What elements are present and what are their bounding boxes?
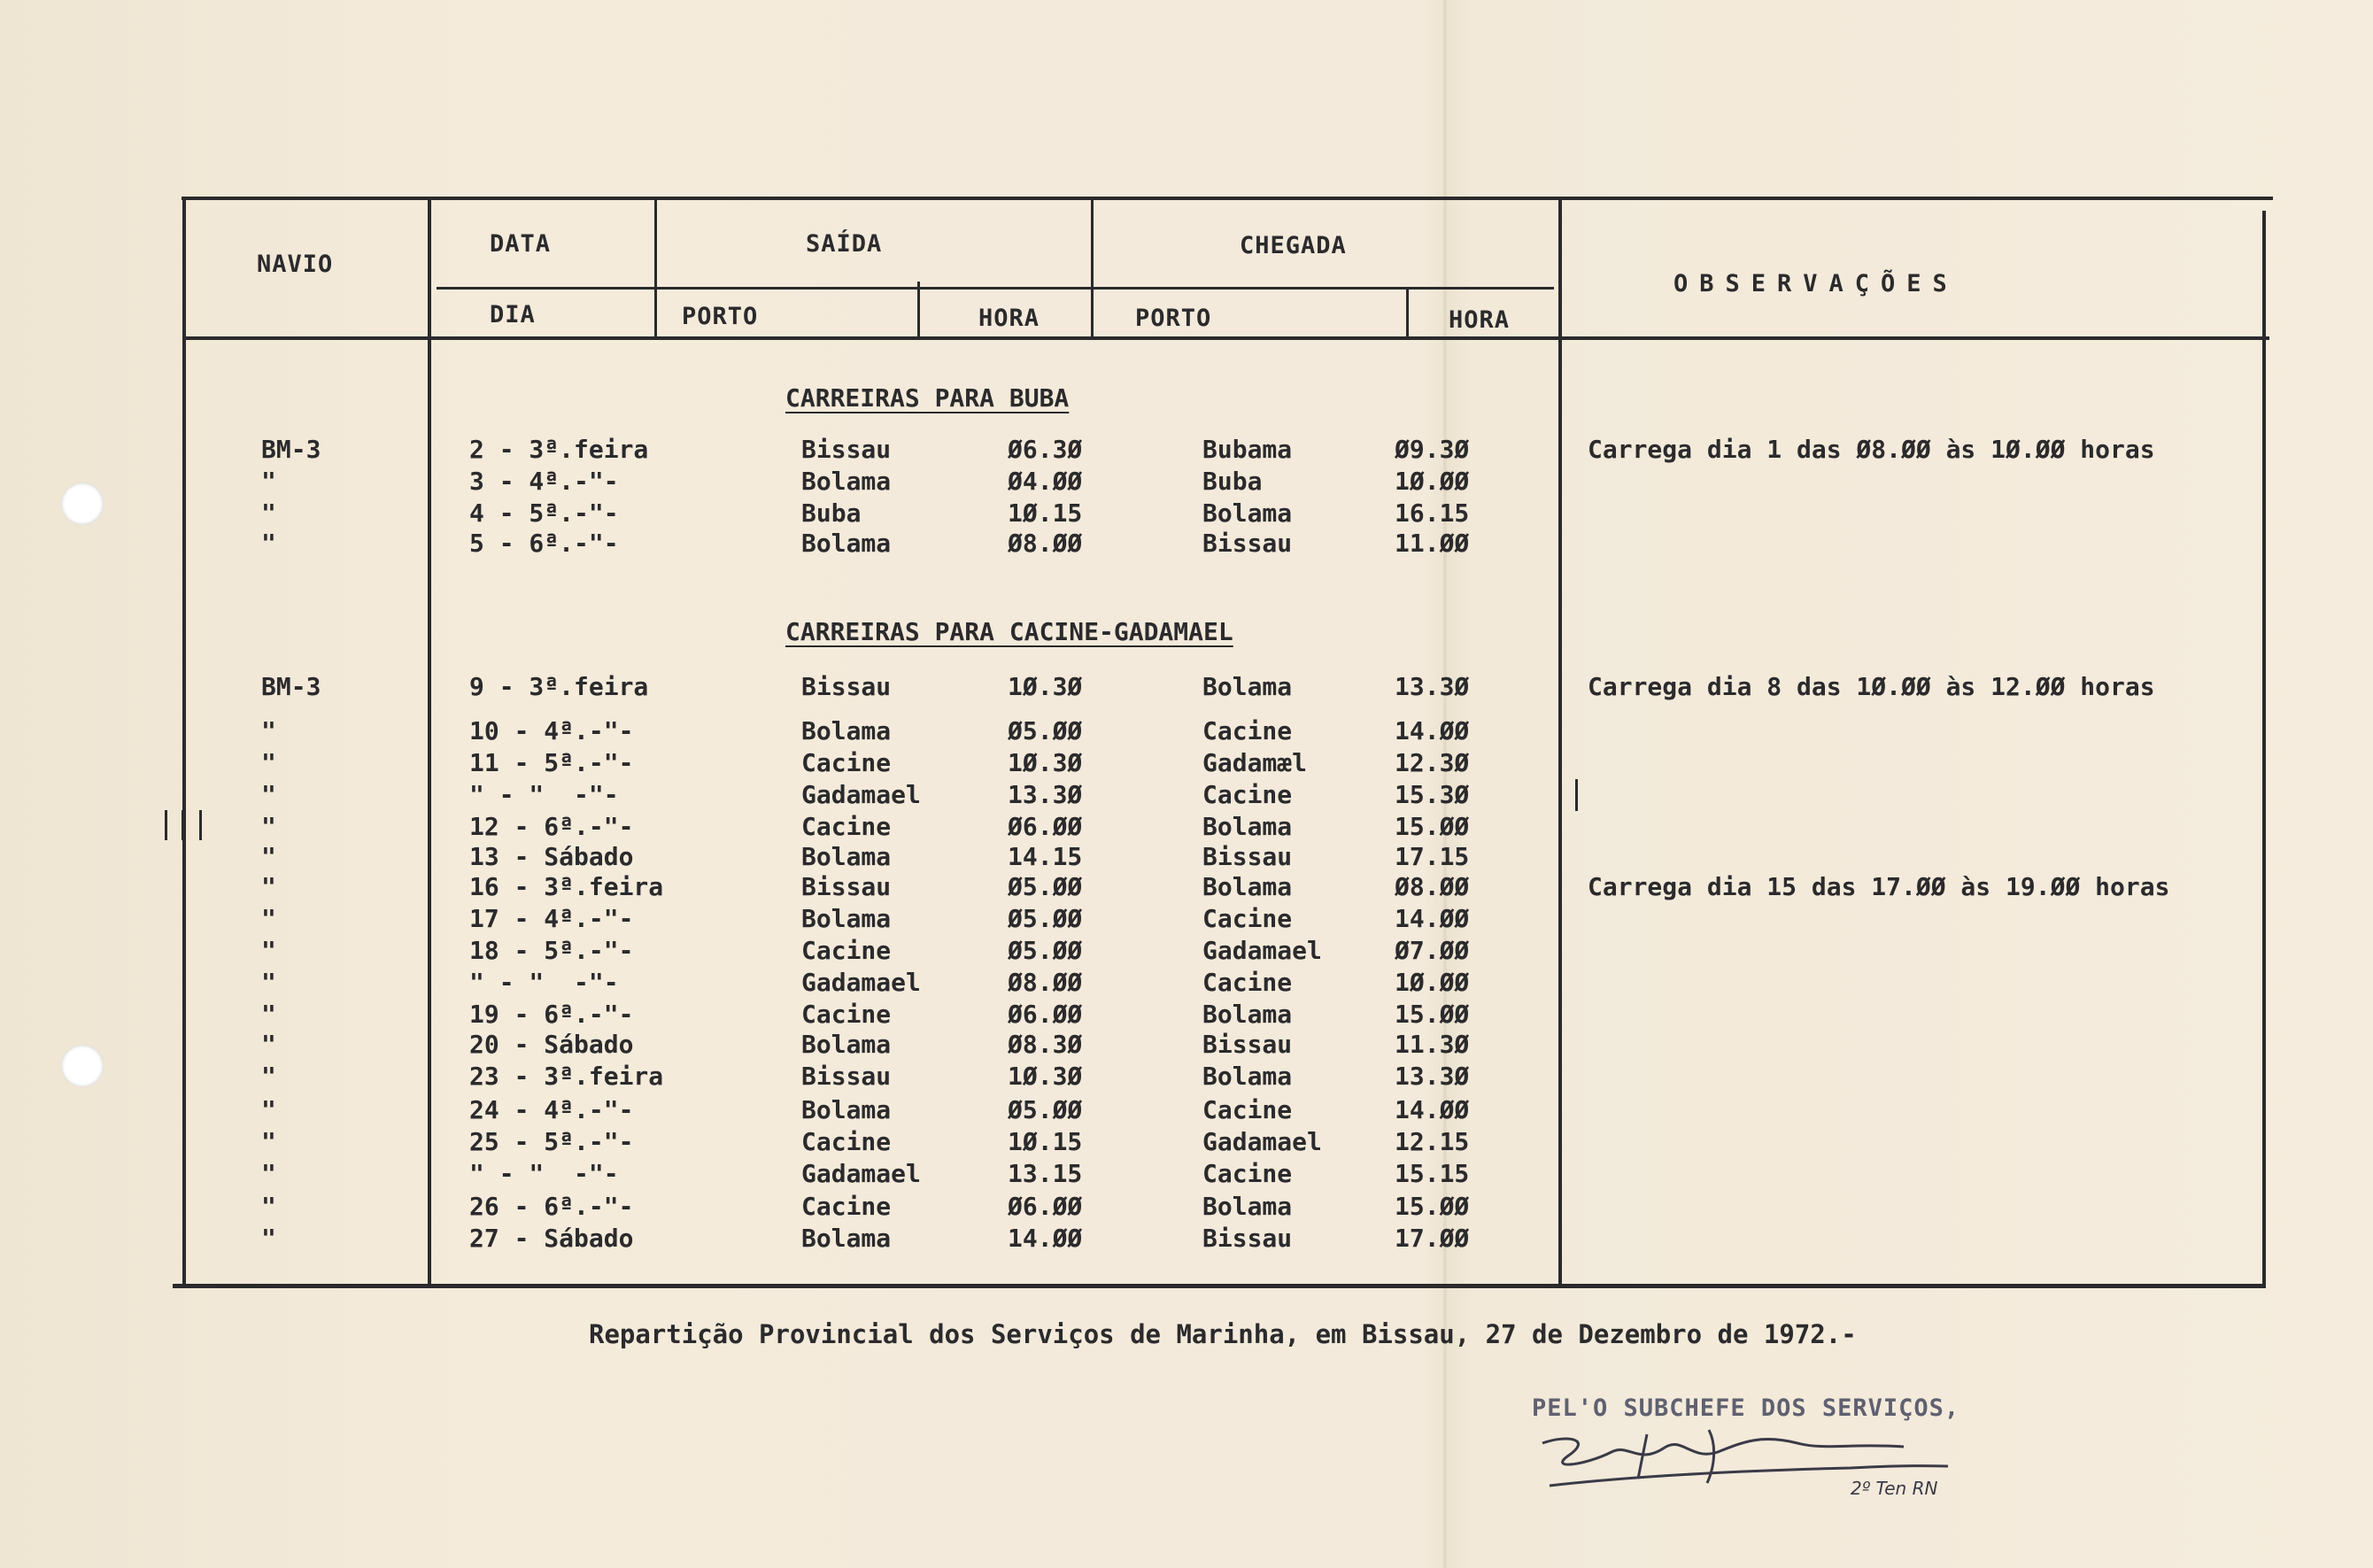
porto-chegada-cell: Cacine <box>1202 780 1293 809</box>
porto-chegada-cell: Bissau <box>1202 842 1293 871</box>
dia-cell: 12 - 6ª.-"- <box>469 812 634 841</box>
navio-cell: " <box>261 780 276 809</box>
porto-saida-cell: Cacine <box>801 1127 892 1156</box>
dia-cell: 23 - 3ª.feira <box>469 1062 664 1091</box>
navio-cell: " <box>261 529 276 558</box>
navio-cell: " <box>261 968 276 997</box>
dia-cell: 2 - 3ª.feira <box>469 435 649 464</box>
header-saida: SAÍDA <box>806 230 883 258</box>
dia-cell: " - " -"- <box>469 780 619 809</box>
hora-chegada-cell: Ø9.3Ø <box>1395 435 1470 464</box>
porto-saida-cell: Gadamael <box>801 1159 921 1188</box>
porto-saida-cell: Bolama <box>801 529 892 558</box>
porto-chegada-cell: Cacine <box>1202 904 1293 933</box>
navio-cell: " <box>261 812 276 841</box>
hora-saida-cell: Ø8.ØØ <box>1008 968 1083 997</box>
table-row <box>0 498 2373 529</box>
hora-saida-cell: Ø5.ØØ <box>1008 1095 1083 1124</box>
hora-saida-cell: Ø5.ØØ <box>1008 716 1083 745</box>
hora-chegada-cell: 14.ØØ <box>1395 716 1470 745</box>
hora-chegada-cell: 15.15 <box>1395 1159 1470 1188</box>
navio-cell: " <box>261 748 276 777</box>
porto-chegada-cell: Bubama <box>1202 435 1293 464</box>
porto-saida-cell: Buba <box>801 498 862 528</box>
porto-chegada-cell: Bissau <box>1202 1030 1293 1059</box>
header-data: DATA <box>490 230 552 258</box>
dia-cell: 26 - 6ª.-"- <box>469 1192 634 1221</box>
table-row <box>0 1126 2373 1158</box>
porto-chegada-cell: Bolama <box>1202 812 1293 841</box>
table-row <box>0 1191 2373 1223</box>
navio-cell: BM-3 <box>261 435 321 464</box>
hora-chegada-cell: 17.15 <box>1395 842 1470 871</box>
hora-chegada-cell: 15.ØØ <box>1395 1192 1470 1221</box>
table-row <box>0 841 2373 873</box>
porto-saida-cell: Bolama <box>801 904 892 933</box>
porto-saida-cell: Cacine <box>801 812 892 841</box>
porto-chegada-cell: Bolama <box>1202 672 1293 701</box>
porto-saida-cell: Gadamael <box>801 968 921 997</box>
dia-cell: 16 - 3ª.feira <box>469 872 664 901</box>
porto-saida-cell: Bissau <box>801 872 892 901</box>
hora-saida-cell: Ø6.3Ø <box>1008 435 1083 464</box>
header-hora-chegada: HORA <box>1449 306 1511 334</box>
porto-chegada-cell: Bolama <box>1202 498 1293 528</box>
navio-cell: " <box>261 842 276 871</box>
hora-chegada-cell: 14.ØØ <box>1395 1095 1470 1124</box>
porto-saida-cell: Cacine <box>801 1192 892 1221</box>
hora-saida-cell: Ø5.ØØ <box>1008 872 1083 901</box>
footer-text: Repartição Provincial dos Serviços de Marinha, em Bissau, 27 de Dezembro de 1972.- <box>589 1319 1857 1349</box>
navio-cell: BM-3 <box>261 672 321 701</box>
hora-saida-cell: 1Ø.15 <box>1008 1127 1083 1156</box>
navio-cell: " <box>261 904 276 933</box>
porto-chegada-cell: Bissau <box>1202 1224 1293 1253</box>
porto-chegada-cell: Cacine <box>1202 1095 1293 1124</box>
porto-chegada-cell: Bissau <box>1202 529 1293 558</box>
porto-saida-cell: Bolama <box>801 467 892 496</box>
hora-chegada-cell: 15.ØØ <box>1395 812 1470 841</box>
hora-saida-cell: Ø6.ØØ <box>1008 1192 1083 1221</box>
navio-cell: " <box>261 1062 276 1091</box>
section-title: CARREIRAS PARA CACINE-GADAMAEL <box>785 617 1233 646</box>
porto-chegada-cell: Bolama <box>1202 1192 1293 1221</box>
table-row <box>0 1094 2373 1126</box>
dia-cell: 19 - 6ª.-"- <box>469 1000 634 1029</box>
navio-cell: " <box>261 1030 276 1059</box>
header-porto-chegada: PORTO <box>1135 305 1212 332</box>
porto-saida-cell: Bolama <box>801 716 892 745</box>
hora-saida-cell: 14.15 <box>1008 842 1083 871</box>
porto-saida-cell: Bissau <box>801 1062 892 1091</box>
header-porto-saida: PORTO <box>682 303 759 330</box>
header-observacoes: OBSERVAÇÕES <box>1673 270 1959 297</box>
porto-chegada-cell: Cacine <box>1202 968 1293 997</box>
header-hora-saida: HORA <box>978 305 1040 332</box>
hora-chegada-cell: 12.3Ø <box>1395 748 1470 777</box>
hora-chegada-cell: 17.ØØ <box>1395 1224 1470 1253</box>
section-title: CARREIRAS PARA BUBA <box>785 383 1070 413</box>
dia-cell: 13 - Sábado <box>469 842 634 871</box>
porto-saida-cell: Cacine <box>801 1000 892 1029</box>
hora-chegada-cell: 13.3Ø <box>1395 672 1470 701</box>
porto-saida-cell: Gadamael <box>801 780 921 809</box>
hora-chegada-cell: 15.ØØ <box>1395 1000 1470 1029</box>
observacao-cell: Carrega dia 8 das 1Ø.ØØ às 12.ØØ horas <box>1588 672 2155 701</box>
hora-saida-cell: Ø6.ØØ <box>1008 812 1083 841</box>
navio-cell: " <box>261 1192 276 1221</box>
table-row <box>0 747 2373 779</box>
table-row <box>0 1158 2373 1190</box>
handwritten-signature <box>1532 1417 1992 1514</box>
porto-saida-cell: Bolama <box>801 1030 892 1059</box>
header-chegada: CHEGADA <box>1240 232 1347 259</box>
hora-saida-cell: Ø8.3Ø <box>1008 1030 1083 1059</box>
header-dia: DIA <box>490 301 536 328</box>
hora-saida-cell: Ø5.ØØ <box>1008 904 1083 933</box>
porto-chegada-cell: Gadamael <box>1202 1127 1322 1156</box>
hora-chegada-cell: 1Ø.ØØ <box>1395 968 1470 997</box>
porto-chegada-cell: Gadamael <box>1202 936 1322 965</box>
table-row <box>0 967 2373 999</box>
porto-chegada-cell: Cacine <box>1202 716 1293 745</box>
hora-saida-cell: Ø5.ØØ <box>1008 936 1083 965</box>
hora-chegada-cell: 14.ØØ <box>1395 904 1470 933</box>
hora-saida-cell: 1Ø.15 <box>1008 498 1083 528</box>
table-row <box>0 811 2373 843</box>
porto-chegada-cell: Gadamæl <box>1202 748 1308 777</box>
porto-saida-cell: Cacine <box>801 936 892 965</box>
hora-saida-cell: 14.ØØ <box>1008 1224 1083 1253</box>
observacao-cell: Carrega dia 15 das 17.ØØ às 19.ØØ horas <box>1588 872 2170 901</box>
hora-chegada-cell: 15.3Ø <box>1395 780 1470 809</box>
navio-cell: " <box>261 1000 276 1029</box>
dia-cell: 18 - 5ª.-"- <box>469 936 634 965</box>
porto-chegada-cell: Bolama <box>1202 1000 1293 1029</box>
hora-saida-cell: 1Ø.3Ø <box>1008 748 1083 777</box>
signature-stamp: PEL'O SUBCHEFE DOS SERVIÇOS, <box>1532 1394 1960 1422</box>
table-row <box>0 779 2373 811</box>
dia-cell: 27 - Sábado <box>469 1224 634 1253</box>
navio-cell: " <box>261 467 276 496</box>
navio-cell: " <box>261 1224 276 1253</box>
hora-chegada-cell: 16.15 <box>1395 498 1470 528</box>
header-navio: NAVIO <box>257 251 334 278</box>
porto-chegada-cell: Bolama <box>1202 1062 1293 1091</box>
table-row <box>0 871 2373 903</box>
hora-chegada-cell: 12.15 <box>1395 1127 1470 1156</box>
table-row <box>0 1061 2373 1093</box>
hora-saida-cell: Ø6.ØØ <box>1008 1000 1083 1029</box>
hora-saida-cell: 1Ø.3Ø <box>1008 672 1083 701</box>
navio-cell: " <box>261 872 276 901</box>
porto-saida-cell: Bolama <box>801 1224 892 1253</box>
hora-chegada-cell: Ø8.ØØ <box>1395 872 1470 901</box>
table-row <box>0 1223 2373 1255</box>
observacao-cell: Carrega dia 1 das Ø8.ØØ às 1Ø.ØØ horas <box>1588 435 2155 464</box>
navio-cell: " <box>261 716 276 745</box>
table-row <box>0 1029 2373 1061</box>
table-row <box>0 715 2373 747</box>
hora-chegada-cell: 1Ø.ØØ <box>1395 467 1470 496</box>
hora-saida-cell: 13.3Ø <box>1008 780 1083 809</box>
dia-cell: 11 - 5ª.-"- <box>469 748 634 777</box>
dia-cell: 4 - 5ª.-"- <box>469 498 619 528</box>
table-row <box>0 999 2373 1031</box>
dia-cell: 3 - 4ª.-"- <box>469 467 619 496</box>
hora-saida-cell: Ø8.ØØ <box>1008 529 1083 558</box>
table-row <box>0 903 2373 935</box>
signature-rank: 2º Ten RN <box>1851 1478 1938 1499</box>
dia-cell: 17 - 4ª.-"- <box>469 904 634 933</box>
navio-cell: " <box>261 1127 276 1156</box>
porto-saida-cell: Bolama <box>801 842 892 871</box>
hora-chegada-cell: 11.ØØ <box>1395 529 1470 558</box>
porto-saida-cell: Bissau <box>801 435 892 464</box>
porto-chegada-cell: Cacine <box>1202 1159 1293 1188</box>
table-row <box>0 528 2373 560</box>
navio-cell: " <box>261 1159 276 1188</box>
table-row <box>0 434 2373 466</box>
dia-cell: 20 - Sábado <box>469 1030 634 1059</box>
hora-saida-cell: 1Ø.3Ø <box>1008 1062 1083 1091</box>
dia-cell: 10 - 4ª.-"- <box>469 716 634 745</box>
navio-cell: " <box>261 498 276 528</box>
porto-chegada-cell: Bolama <box>1202 872 1293 901</box>
hora-chegada-cell: 13.3Ø <box>1395 1062 1470 1091</box>
porto-saida-cell: Cacine <box>801 748 892 777</box>
navio-cell: " <box>261 1095 276 1124</box>
dia-cell: " - " -"- <box>469 1159 619 1188</box>
dia-cell: " - " -"- <box>469 968 619 997</box>
hora-saida-cell: Ø4.ØØ <box>1008 467 1083 496</box>
dia-cell: 24 - 4ª.-"- <box>469 1095 634 1124</box>
navio-cell: " <box>261 936 276 965</box>
table-row <box>0 466 2373 498</box>
dia-cell: 25 - 5ª.-"- <box>469 1127 634 1156</box>
hora-chegada-cell: 11.3Ø <box>1395 1030 1470 1059</box>
porto-chegada-cell: Buba <box>1202 467 1263 496</box>
porto-saida-cell: Bissau <box>801 672 892 701</box>
dia-cell: 5 - 6ª.-"- <box>469 529 619 558</box>
table-row <box>0 671 2373 703</box>
porto-saida-cell: Bolama <box>801 1095 892 1124</box>
dia-cell: 9 - 3ª.feira <box>469 672 649 701</box>
hora-chegada-cell: Ø7.ØØ <box>1395 936 1470 965</box>
table-row <box>0 935 2373 967</box>
hora-saida-cell: 13.15 <box>1008 1159 1083 1188</box>
